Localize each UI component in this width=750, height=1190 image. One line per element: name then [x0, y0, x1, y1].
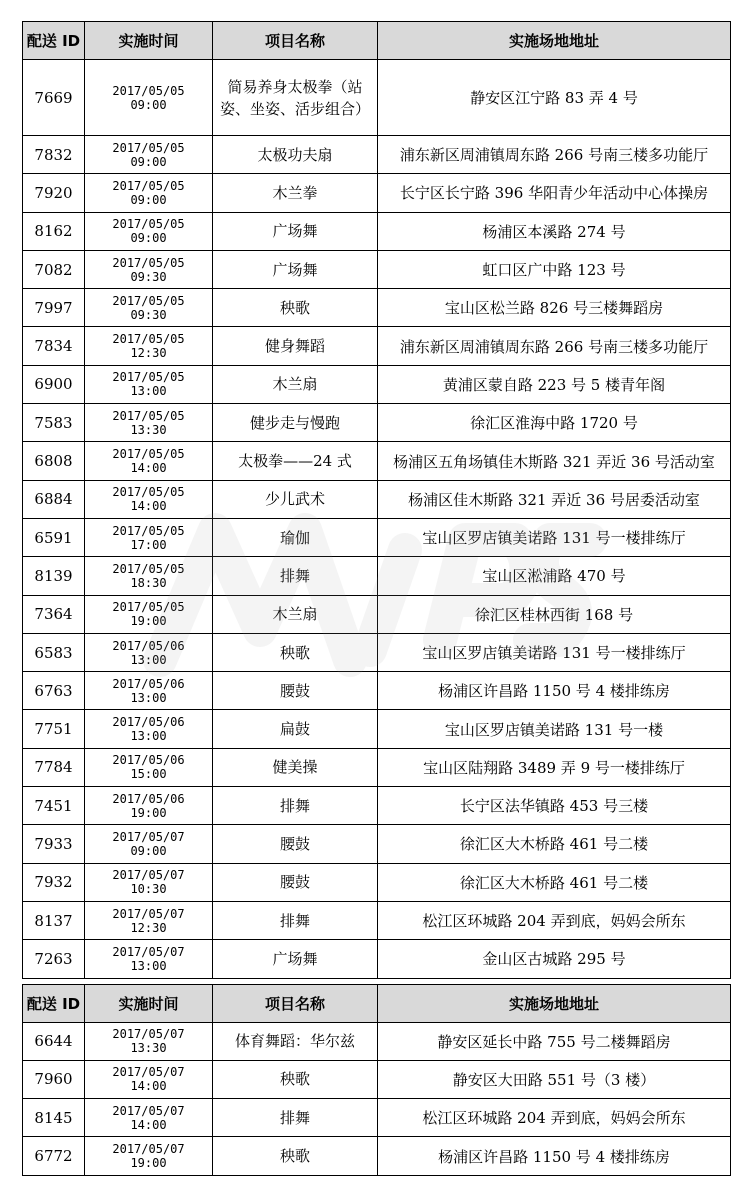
row-address: 静安区大田路 551 号（3 楼）: [378, 1060, 731, 1098]
row-datetime: [85, 1060, 213, 1098]
row-date: 2017/05/07: [112, 829, 185, 844]
row-time: 19:00: [130, 805, 167, 820]
header-address: 实施场地地址: [378, 22, 731, 60]
row-address: 徐汇区淮海中路 1720 号: [378, 404, 731, 442]
row-project-name: 广场舞: [213, 250, 378, 288]
table-row: [23, 825, 731, 863]
row-id: 6644: [23, 1022, 85, 1060]
table-row: [23, 442, 731, 480]
row-date: 2017/05/05: [112, 447, 185, 462]
row-project-name: 秧歌: [213, 289, 378, 327]
row-date: 2017/05/05: [112, 408, 185, 423]
row-date: 2017/05/05: [112, 561, 185, 576]
row-datetime: [85, 710, 213, 748]
header-id: 配送 ID: [23, 984, 85, 1022]
header-project: 项目名称: [213, 22, 378, 60]
row-time: 14:00: [130, 461, 167, 476]
table-row: [23, 404, 731, 442]
row-address: 杨浦区佳木斯路 321 弄近 36 号居委活动室: [378, 480, 731, 518]
table-row: [23, 633, 731, 671]
row-address: 徐汇区大木桥路 461 号二楼: [378, 825, 731, 863]
row-time: 13:00: [130, 690, 167, 705]
row-project-name: 排舞: [213, 787, 378, 825]
row-time: 13:00: [130, 384, 167, 399]
row-time: 13:30: [130, 1041, 167, 1056]
row-date: 2017/05/05: [112, 178, 185, 193]
row-time: 14:00: [130, 1079, 167, 1094]
row-time: 18:30: [130, 575, 167, 590]
row-project-name: 木兰扇: [213, 365, 378, 403]
row-time: 17:00: [130, 537, 167, 552]
row-project-name: 简易养身太极拳（站姿、坐姿、活步组合）: [213, 60, 378, 136]
row-address: 金山区古城路 295 号: [378, 940, 731, 978]
row-time: 15:00: [130, 767, 167, 782]
row-address: 虹口区广中路 123 号: [378, 250, 731, 288]
table-row: [23, 595, 731, 633]
row-address: 松江区环城路 204 弄到底，妈妈会所东: [378, 1099, 731, 1137]
table-row: [23, 863, 731, 901]
row-id: 7997: [23, 289, 85, 327]
row-id: 7933: [23, 825, 85, 863]
row-id: 7932: [23, 863, 85, 901]
row-time: 09:00: [130, 192, 167, 207]
row-address: 徐汇区大木桥路 461 号二楼: [378, 863, 731, 901]
table-row: [23, 940, 731, 978]
row-time: 09:00: [130, 843, 167, 858]
row-time: 13:30: [130, 422, 167, 437]
row-datetime: [85, 557, 213, 595]
row-project-name: 广场舞: [213, 212, 378, 250]
row-datetime: [85, 518, 213, 556]
row-time: 19:00: [130, 614, 167, 629]
row-datetime: [85, 863, 213, 901]
row-datetime: [85, 633, 213, 671]
table-row: [23, 327, 731, 365]
row-address: 杨浦区许昌路 1150 号 4 楼排练房: [378, 1137, 731, 1175]
row-project-name: 木兰拳: [213, 174, 378, 212]
row-date: 2017/05/06: [112, 676, 185, 691]
table-row: [23, 557, 731, 595]
row-datetime: [85, 250, 213, 288]
row-id: 7583: [23, 404, 85, 442]
table-header-row: [23, 984, 731, 1022]
table-body-2: [23, 1022, 731, 1175]
row-datetime: [85, 1099, 213, 1137]
table-row: [23, 289, 731, 327]
table-row: [23, 787, 731, 825]
row-project-name: 腰鼓: [213, 672, 378, 710]
row-id: 6583: [23, 633, 85, 671]
row-date: 2017/05/05: [112, 600, 185, 615]
row-id: 7451: [23, 787, 85, 825]
row-date: 2017/05/06: [112, 715, 185, 730]
row-date: 2017/05/07: [112, 868, 185, 883]
row-time: 19:00: [130, 1156, 167, 1171]
row-address: 宝山区陆翔路 3489 弄 9 号一楼排练厅: [378, 748, 731, 786]
row-id: 7669: [23, 60, 85, 136]
row-time: 09:00: [130, 97, 167, 112]
row-address: 长宁区长宁路 396 华阳青少年活动中心体操房: [378, 174, 731, 212]
row-id: 6884: [23, 480, 85, 518]
row-time: 09:00: [130, 154, 167, 169]
row-project-name: 广场舞: [213, 940, 378, 978]
table-row: [23, 1060, 731, 1098]
table-row: [23, 212, 731, 250]
row-date: 2017/05/07: [112, 1065, 185, 1080]
row-project-name: 秧歌: [213, 633, 378, 671]
row-address: 宝山区罗店镇美诺路 131 号一楼: [378, 710, 731, 748]
table-header-row: [23, 22, 731, 60]
row-datetime: [85, 1022, 213, 1060]
row-datetime: [85, 1137, 213, 1175]
table-row: [23, 136, 731, 174]
row-id: 7920: [23, 174, 85, 212]
row-time: 13:00: [130, 958, 167, 973]
row-address: 杨浦区许昌路 1150 号 4 楼排练房: [378, 672, 731, 710]
row-id: 6772: [23, 1137, 85, 1175]
row-project-name: 体育舞蹈：华尔兹: [213, 1022, 378, 1060]
row-id: 6763: [23, 672, 85, 710]
row-id: 6900: [23, 365, 85, 403]
row-date: 2017/05/05: [112, 332, 185, 347]
table-row: [23, 365, 731, 403]
row-address: 徐汇区桂林西街 168 号: [378, 595, 731, 633]
row-datetime: [85, 212, 213, 250]
row-date: 2017/05/07: [112, 906, 185, 921]
row-project-name: 少儿武术: [213, 480, 378, 518]
row-project-name: 腰鼓: [213, 863, 378, 901]
row-datetime: [85, 442, 213, 480]
table-row: [23, 672, 731, 710]
table-row: [23, 480, 731, 518]
row-address: 宝山区松兰路 826 号三楼舞蹈房: [378, 289, 731, 327]
row-time: 09:00: [130, 231, 167, 246]
row-time: 14:00: [130, 499, 167, 514]
row-project-name: 排舞: [213, 557, 378, 595]
row-project-name: 太极功夫扇: [213, 136, 378, 174]
row-id: 8139: [23, 557, 85, 595]
row-id: 7263: [23, 940, 85, 978]
row-project-name: 木兰扇: [213, 595, 378, 633]
row-date: 2017/05/06: [112, 638, 185, 653]
row-date: 2017/05/06: [112, 791, 185, 806]
row-date: 2017/05/05: [112, 217, 185, 232]
header-address: 实施场地地址: [378, 984, 731, 1022]
row-date: 2017/05/05: [112, 83, 185, 98]
row-datetime: [85, 136, 213, 174]
row-id: 7832: [23, 136, 85, 174]
row-datetime: [85, 60, 213, 136]
row-id: 8162: [23, 212, 85, 250]
table-row: [23, 901, 731, 939]
row-project-name: 腰鼓: [213, 825, 378, 863]
row-datetime: [85, 595, 213, 633]
table-row: [23, 250, 731, 288]
row-id: 7751: [23, 710, 85, 748]
row-datetime: [85, 289, 213, 327]
row-time: 09:30: [130, 269, 167, 284]
row-id: 8145: [23, 1099, 85, 1137]
row-datetime: [85, 748, 213, 786]
row-project-name: 健美操: [213, 748, 378, 786]
row-time: 12:30: [130, 346, 167, 361]
row-project-name: 扁鼓: [213, 710, 378, 748]
row-datetime: [85, 365, 213, 403]
row-datetime: [85, 825, 213, 863]
row-address: 静安区延长中路 755 号二楼舞蹈房: [378, 1022, 731, 1060]
row-date: 2017/05/05: [112, 370, 185, 385]
row-time: 13:00: [130, 729, 167, 744]
table-body-1: [23, 60, 731, 979]
row-datetime: [85, 480, 213, 518]
row-project-name: 健身舞蹈: [213, 327, 378, 365]
row-datetime: [85, 672, 213, 710]
row-date: 2017/05/07: [112, 944, 185, 959]
schedule-document: [22, 21, 730, 1176]
header-project: 项目名称: [213, 984, 378, 1022]
row-address: 杨浦区本溪路 274 号: [378, 212, 731, 250]
row-datetime: [85, 787, 213, 825]
row-time: 09:30: [130, 307, 167, 322]
row-address: 松江区环城路 204 弄到底，妈妈会所东: [378, 901, 731, 939]
row-date: 2017/05/05: [112, 485, 185, 500]
header-time: 实施时间: [85, 22, 213, 60]
row-date: 2017/05/05: [112, 140, 185, 155]
row-id: 7364: [23, 595, 85, 633]
header-time: 实施时间: [85, 984, 213, 1022]
row-address: 宝山区罗店镇美诺路 131 号一楼排练厅: [378, 518, 731, 556]
row-address: 宝山区淞浦路 470 号: [378, 557, 731, 595]
row-time: 10:30: [130, 882, 167, 897]
row-project-name: 秧歌: [213, 1060, 378, 1098]
header-id: 配送 ID: [23, 22, 85, 60]
row-datetime: [85, 174, 213, 212]
row-date: 2017/05/05: [112, 523, 185, 538]
row-id: 6808: [23, 442, 85, 480]
row-datetime: [85, 940, 213, 978]
row-time: 14:00: [130, 1117, 167, 1132]
row-project-name: 秧歌: [213, 1137, 378, 1175]
table-row: [23, 748, 731, 786]
table-row: [23, 174, 731, 212]
row-date: 2017/05/06: [112, 753, 185, 768]
row-date: 2017/05/07: [112, 1103, 185, 1118]
row-address: 黄浦区蒙自路 223 号 5 楼青年阁: [378, 365, 731, 403]
row-address: 杨浦区五角场镇佳木斯路 321 弄近 36 号活动室: [378, 442, 731, 480]
table-row: [23, 1022, 731, 1060]
row-address: 长宁区法华镇路 453 号三楼: [378, 787, 731, 825]
row-datetime: [85, 901, 213, 939]
table-row: [23, 518, 731, 556]
row-id: 7834: [23, 327, 85, 365]
row-project-name: 排舞: [213, 901, 378, 939]
row-id: 6591: [23, 518, 85, 556]
row-address: 静安区江宁路 83 弄 4 号: [378, 60, 731, 136]
row-datetime: [85, 404, 213, 442]
row-address: 浦东新区周浦镇周东路 266 号南三楼多功能厅: [378, 136, 731, 174]
row-id: 7960: [23, 1060, 85, 1098]
row-project-name: 排舞: [213, 1099, 378, 1137]
table-row: [23, 710, 731, 748]
row-project-name: 健步走与慢跑: [213, 404, 378, 442]
row-project-name: 太极拳——24 式: [213, 442, 378, 480]
row-time: 13:00: [130, 652, 167, 667]
table-row: [23, 60, 731, 136]
table-row: [23, 1099, 731, 1137]
row-id: 7784: [23, 748, 85, 786]
row-datetime: [85, 327, 213, 365]
row-address: 浦东新区周浦镇周东路 266 号南三楼多功能厅: [378, 327, 731, 365]
row-date: 2017/05/07: [112, 1027, 185, 1042]
row-date: 2017/05/07: [112, 1142, 185, 1157]
row-address: 宝山区罗店镇美诺路 131 号一楼排练厅: [378, 633, 731, 671]
row-date: 2017/05/05: [112, 293, 185, 308]
row-id: 8137: [23, 901, 85, 939]
row-id: 7082: [23, 250, 85, 288]
table-row: [23, 1137, 731, 1175]
schedule-table-1: [22, 21, 731, 979]
row-date: 2017/05/05: [112, 255, 185, 270]
row-project-name: 瑜伽: [213, 518, 378, 556]
row-time: 12:30: [130, 920, 167, 935]
schedule-table-2: [22, 984, 731, 1176]
